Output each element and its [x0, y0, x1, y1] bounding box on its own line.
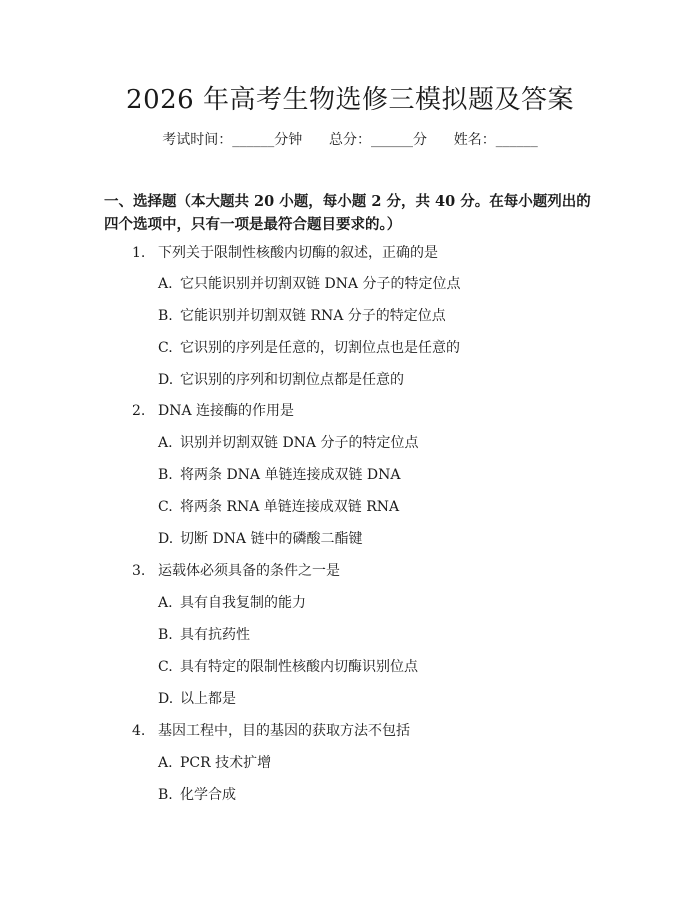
option-letter: D.	[158, 691, 174, 707]
option-1d	[158, 370, 404, 390]
question-1	[132, 243, 438, 263]
option-text: PCR 技术扩增	[180, 755, 272, 771]
option-text: 识别并切割双链 DNA 分子的特定位点	[180, 435, 419, 451]
question-number: 2.	[132, 403, 146, 419]
option-4b	[158, 785, 236, 805]
option-letter: C.	[158, 340, 173, 356]
option-letter: C.	[158, 499, 173, 515]
question-stem: 下列关于限制性核酸内切酶的叙述，正确的是	[158, 245, 438, 261]
option-letter: B.	[158, 467, 173, 483]
option-1c	[158, 338, 460, 358]
option-letter: D.	[158, 531, 174, 547]
option-letter: B.	[158, 308, 173, 324]
option-letter: A.	[158, 435, 173, 451]
question-2	[132, 401, 294, 421]
option-text: 具有特定的限制性核酸内切酶识别位点	[180, 659, 418, 675]
question-stem: DNA 连接酶的作用是	[158, 403, 295, 419]
option-2a	[158, 433, 419, 453]
option-text: 具有抗药性	[180, 627, 250, 643]
option-3b	[158, 625, 250, 645]
question-4	[132, 721, 410, 741]
option-letter: C.	[158, 659, 173, 675]
question-3	[132, 561, 340, 581]
option-text: 它只能识别并切割双链 DNA 分子的特定位点	[180, 276, 461, 292]
exam-info-line: 考试时间：______分钟 总分：______分 姓名：______	[162, 132, 538, 148]
option-text: 将两条 RNA 单链连接成双链 RNA	[180, 499, 400, 515]
question-number: 1.	[132, 245, 146, 261]
option-text: 它识别的序列和切割位点都是任意的	[180, 372, 404, 388]
page-title: 2026 年高考生物选修三模拟题及答案	[126, 85, 574, 115]
option-letter: D.	[158, 372, 174, 388]
option-3c	[158, 657, 418, 677]
question-number: 4.	[132, 723, 146, 739]
option-letter: B.	[158, 787, 173, 803]
option-letter: A.	[158, 276, 173, 292]
question-stem: 运载体必须具备的条件之一是	[158, 563, 340, 579]
option-text: 它识别的序列是任意的，切割位点也是任意的	[180, 340, 460, 356]
option-text: 切断 DNA 链中的磷酸二酯键	[180, 531, 363, 547]
option-letter: B.	[158, 627, 173, 643]
option-2d	[158, 529, 363, 549]
option-2b	[158, 465, 401, 485]
option-1b	[158, 306, 446, 326]
option-text: 它能识别并切割双链 RNA 分子的特定位点	[180, 308, 446, 324]
option-3d	[158, 689, 236, 709]
option-text: 化学合成	[180, 787, 236, 803]
option-3a	[158, 593, 306, 613]
option-text: 以上都是	[180, 691, 236, 707]
question-number: 3.	[132, 563, 146, 579]
option-letter: A.	[158, 595, 173, 611]
question-stem: 基因工程中，目的基因的获取方法不包括	[158, 723, 410, 739]
option-text: 具有自我复制的能力	[180, 595, 306, 611]
option-4a	[158, 753, 271, 773]
option-text: 将两条 DNA 单链连接成双链 DNA	[180, 467, 401, 483]
option-1a	[158, 274, 460, 294]
section-heading: 一、选择题（本大题共 20 小题，每小题 2 分，共 40 分。在每小题列出的四个选项中，只有一项是最符合题目要求的。）	[104, 193, 591, 233]
option-letter: A.	[158, 755, 173, 771]
option-2c	[158, 497, 399, 517]
